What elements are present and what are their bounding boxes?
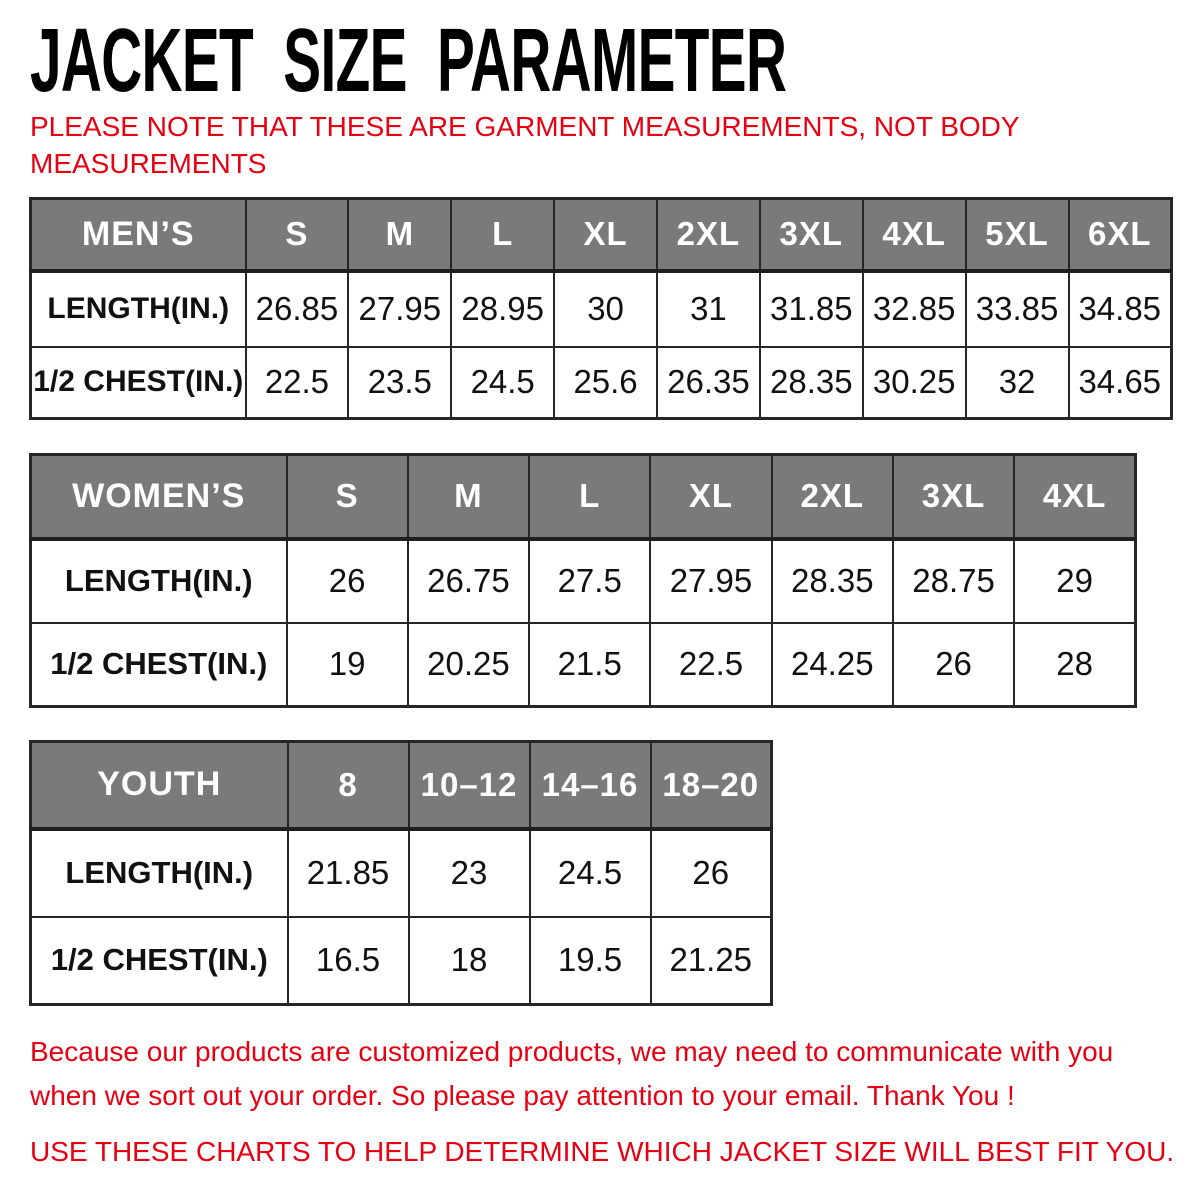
size-value: 26.85 — [246, 271, 349, 347]
womens-size-s: S — [287, 455, 408, 539]
size-value: 18 — [409, 917, 530, 1005]
youth-size-10-12: 10–12 — [409, 742, 530, 829]
size-value: 28.75 — [893, 539, 1014, 623]
youth-size-18-20: 18–20 — [651, 742, 772, 829]
size-value: 24.5 — [530, 829, 651, 917]
womens-length-row — [31, 539, 1136, 623]
row-label: 1/2 CHEST(IN.) — [31, 623, 287, 707]
mens-header-row — [31, 199, 1172, 271]
row-label: LENGTH(IN.) — [31, 829, 288, 917]
youth-header-row — [31, 742, 772, 829]
size-value: 29 — [1014, 539, 1135, 623]
mens-size-l: L — [451, 199, 554, 271]
size-value: 20.25 — [408, 623, 529, 707]
youth-length-row — [31, 829, 772, 917]
size-value: 25.6 — [554, 347, 657, 419]
row-label: LENGTH(IN.) — [31, 539, 287, 623]
womens-table-title: WOMEN’S — [31, 455, 287, 539]
mens-size-2xl: 2XL — [657, 199, 760, 271]
size-value: 34.85 — [1069, 271, 1172, 347]
size-value: 19.5 — [530, 917, 651, 1005]
mens-size-4xl: 4XL — [863, 199, 966, 271]
youth-size-table — [29, 740, 773, 1006]
size-value: 19 — [287, 623, 408, 707]
size-value: 21.85 — [288, 829, 409, 917]
size-value: 24.25 — [772, 623, 893, 707]
size-value: 26.35 — [657, 347, 760, 419]
row-label: LENGTH(IN.) — [31, 271, 246, 347]
size-value: 31.85 — [760, 271, 863, 347]
size-value: 27.95 — [348, 271, 451, 347]
womens-size-table — [29, 453, 1137, 708]
mens-table-title: MEN’S — [31, 199, 246, 271]
footer-notes — [30, 1030, 1174, 1174]
size-value: 21.25 — [651, 917, 772, 1005]
mens-size-5xl: 5XL — [966, 199, 1069, 271]
womens-chest-row — [31, 623, 1136, 707]
row-label: 1/2 CHEST(IN.) — [31, 917, 288, 1005]
size-value: 34.65 — [1069, 347, 1172, 419]
footer-paragraph-line-2: when we sort out your order. So please pay attention to your email. Thank You ! — [30, 1080, 1015, 1111]
mens-size-xl: XL — [554, 199, 657, 271]
garment-measurements-note — [30, 108, 1020, 182]
mens-size-s: S — [246, 199, 349, 271]
footer-caps-line: USE THESE CHARTS TO HELP DETERMINE WHICH JACKET SIZE WILL BEST FIT YOU. — [30, 1136, 1175, 1167]
footer-paragraph-line-1: Because our products are customized products, we may need to communicate with you — [30, 1036, 1114, 1067]
size-value: 26.75 — [408, 539, 529, 623]
row-label: 1/2 CHEST(IN.) — [31, 347, 246, 419]
mens-size-table — [29, 197, 1173, 420]
size-value: 22.5 — [650, 623, 771, 707]
size-value: 28.95 — [451, 271, 554, 347]
womens-header-row — [31, 455, 1136, 539]
size-value: 23 — [409, 829, 530, 917]
note-line-2: MEASUREMENTS — [30, 148, 267, 179]
mens-size-3xl: 3XL — [760, 199, 863, 271]
size-value: 30 — [554, 271, 657, 347]
size-value: 23.5 — [348, 347, 451, 419]
mens-length-row — [31, 271, 1172, 347]
size-value: 26 — [893, 623, 1014, 707]
womens-size-l: L — [529, 455, 650, 539]
size-value: 33.85 — [966, 271, 1069, 347]
size-value: 24.5 — [451, 347, 554, 419]
size-value: 26 — [651, 829, 772, 917]
note-line-1: PLEASE NOTE THAT THESE ARE GARMENT MEASUREMENTS, NOT BODY — [30, 111, 1020, 142]
size-value: 31 — [657, 271, 760, 347]
size-value: 30.25 — [863, 347, 966, 419]
size-value: 22.5 — [246, 347, 349, 419]
youth-table-title: YOUTH — [31, 742, 288, 829]
womens-size-m: M — [408, 455, 529, 539]
womens-size-4xl: 4XL — [1014, 455, 1135, 539]
youth-chest-row — [31, 917, 772, 1005]
womens-size-2xl: 2XL — [772, 455, 893, 539]
size-value: 27.5 — [529, 539, 650, 623]
page-title: JACKET SIZE PARAMETER — [30, 11, 787, 111]
mens-size-6xl: 6XL — [1069, 199, 1172, 271]
size-value: 28.35 — [772, 539, 893, 623]
womens-size-3xl: 3XL — [893, 455, 1014, 539]
womens-size-xl: XL — [650, 455, 771, 539]
mens-size-m: M — [348, 199, 451, 271]
size-value: 32.85 — [863, 271, 966, 347]
size-value: 26 — [287, 539, 408, 623]
size-value: 21.5 — [529, 623, 650, 707]
size-value: 16.5 — [288, 917, 409, 1005]
mens-chest-row — [31, 347, 1172, 419]
youth-size-14-16: 14–16 — [530, 742, 651, 829]
size-value: 28 — [1014, 623, 1135, 707]
size-value: 28.35 — [760, 347, 863, 419]
size-value: 32 — [966, 347, 1069, 419]
youth-size-8: 8 — [288, 742, 409, 829]
size-value: 27.95 — [650, 539, 771, 623]
